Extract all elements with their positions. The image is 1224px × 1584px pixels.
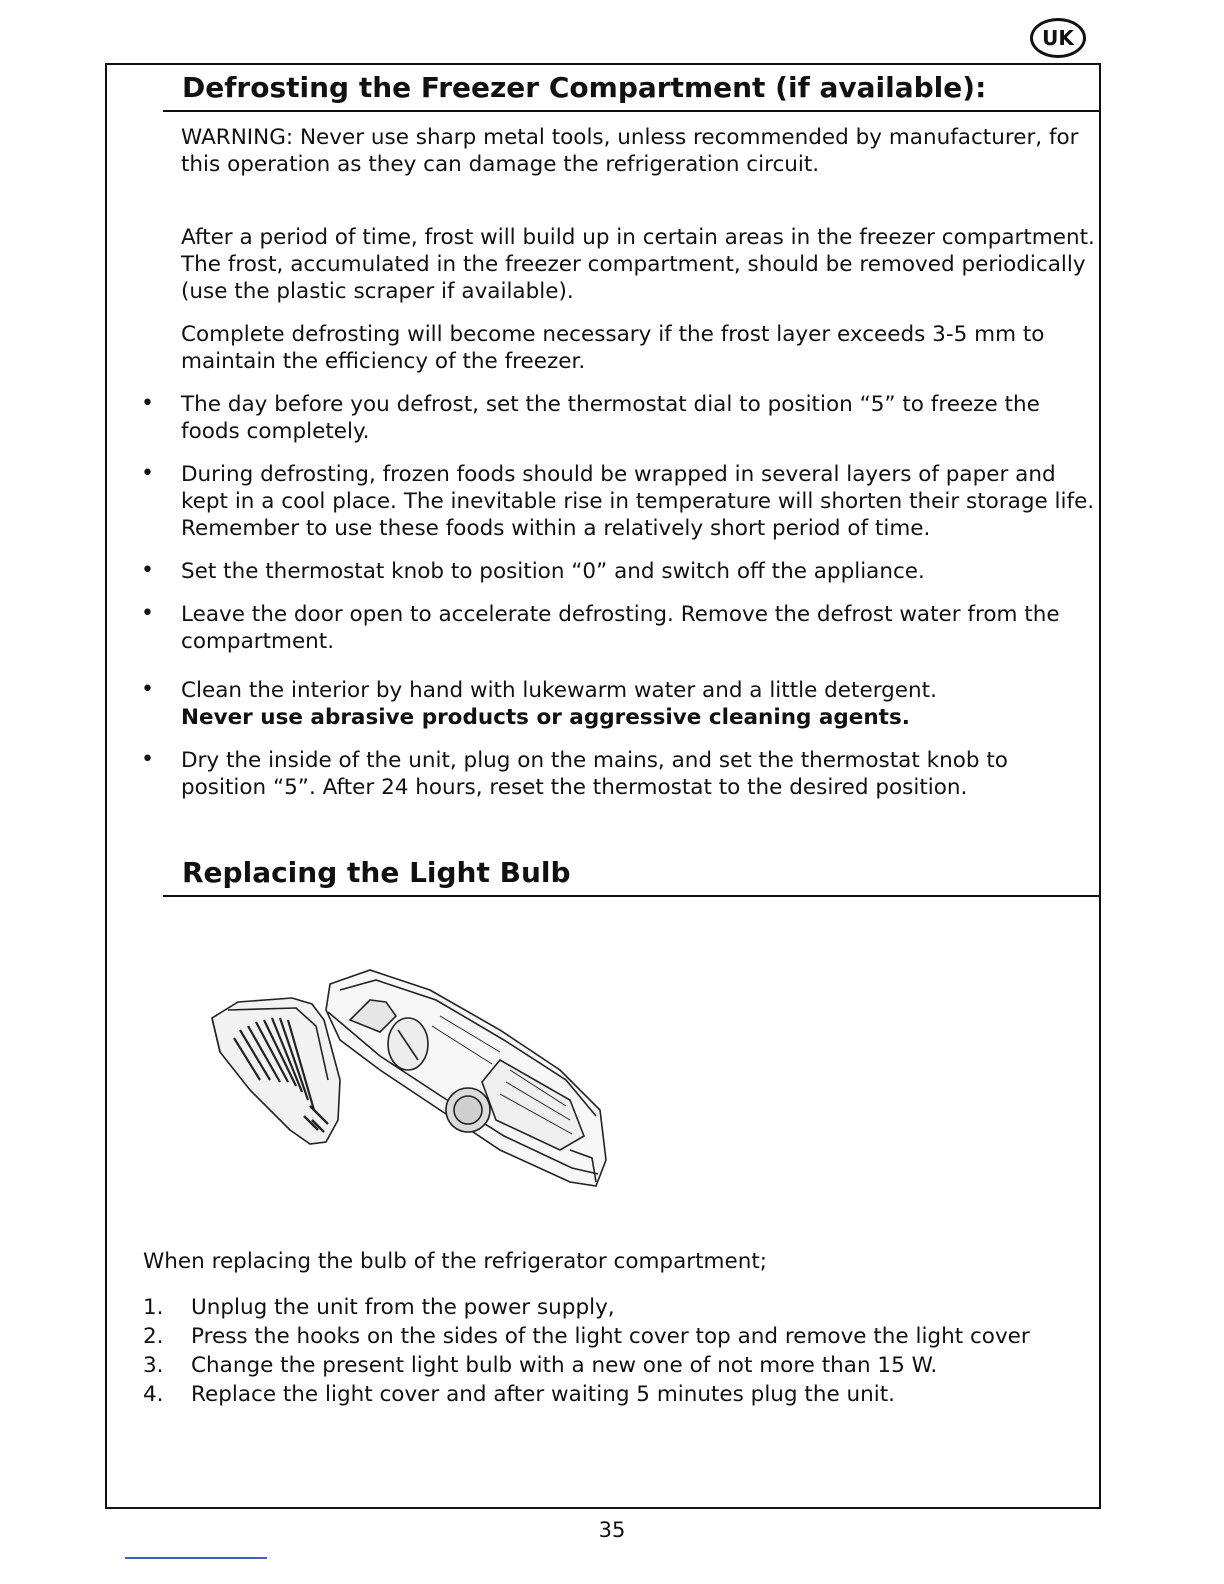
underline-decoration [125, 1557, 267, 1559]
bullet-marker: • [141, 558, 154, 583]
bullet-marker: • [141, 747, 154, 772]
bullet-marker: • [141, 601, 154, 626]
bullet-item: Dry the inside of the unit, plug on the mains, and set the thermostat knob to position “5”. After 24 hours, reset the thermostat to the desired position. [181, 748, 1008, 800]
step-text: Replace the light cover and after waiting 5 minutes plug the unit. [191, 1382, 896, 1407]
bullet-marker: • [141, 677, 154, 702]
bullet-item: The day before you defrost, set the thermostat dial to position “5” to freeze the foods completely. [181, 392, 1040, 444]
step-item [143, 1322, 1030, 1351]
step-item [143, 1351, 937, 1380]
bulb-intro-text: When replacing the bulb of the refrigerator compartment; [143, 1249, 767, 1274]
step-item [143, 1293, 615, 1322]
bullet-item: During defrosting, frozen foods should be wrapped in several layers of paper and kept in a cool place. The inevitable rise in temperature will shorten their storage life. Remember to use these foods within a relatively short period of time. [181, 462, 1095, 541]
complete-defrost-paragraph: Complete defrosting will become necessary if the frost layer exceeds 3-5 mm to maintain the efficiency of the freezer. [181, 322, 1045, 374]
step-text: Press the hooks on the sides of the light cover top and remove the light cover [191, 1324, 1030, 1349]
frost-paragraph: After a period of time, frost will build up in certain areas in the freezer compartment. The frost, accumulated in the freezer compartment, should be removed periodically (use the plastic scraper if available). [181, 225, 1095, 304]
step-text: Change the present light bulb with a new one of not more than 15 W. [191, 1353, 938, 1378]
section-title-light-bulb: Replacing the Light Bulb [163, 851, 1101, 897]
bullet-item: Leave the door open to accelerate defrosting. Remove the defrost water from the compartment. [181, 602, 1060, 654]
bullet-item: Set the thermostat knob to position “0” and switch off the appliance. [181, 559, 925, 584]
country-badge: UK [1030, 18, 1086, 58]
step-text: Unplug the unit from the power supply, [191, 1295, 615, 1320]
step-item [143, 1380, 895, 1409]
warning-paragraph: WARNING: Never use sharp metal tools, unless recommended by manufacturer, for this operation as they can damage the refrigeration circuit. [181, 125, 1079, 177]
light-cover-illustration [200, 960, 620, 1200]
bullet-item: Clean the interior by hand with lukewarm water and a little detergent. Never use abrasive products or aggressive cleaning agents. [181, 678, 937, 730]
section-title-defrosting: Defrosting the Freezer Compartment (if available): [163, 66, 1101, 112]
step-number: 1. [143, 1295, 164, 1320]
bullet-marker: • [141, 391, 154, 416]
step-number: 2. [143, 1324, 164, 1349]
step-number: 4. [143, 1382, 164, 1407]
bullet-marker: • [141, 461, 154, 486]
page-number: 35 [598, 1518, 626, 1542]
step-number: 3. [143, 1353, 164, 1378]
